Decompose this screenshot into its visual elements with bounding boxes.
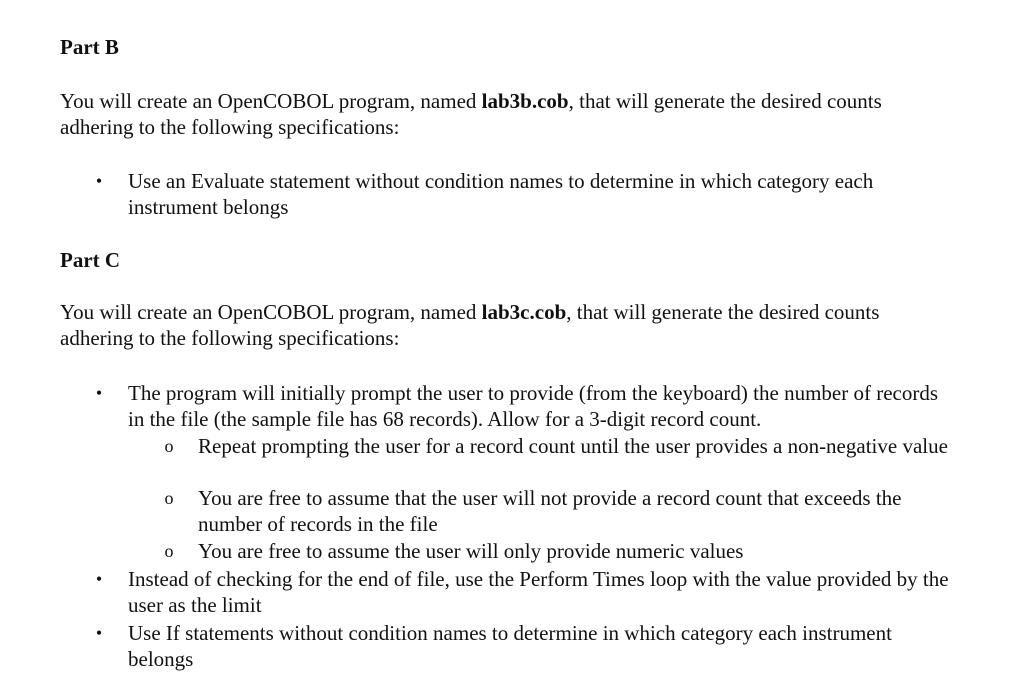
part-c-bullet-3-text: Use If statements without condition names to determine in which category each instrument belongs <box>128 621 892 671</box>
part-c-sub-bullet-1-text: Repeat prompting the user for a record count until the user provides a non-negative value <box>198 434 948 458</box>
part-b-intro-post: , that will generate the desired counts adhering to the following specifications: <box>60 89 882 139</box>
bullet-icon: • <box>95 383 103 403</box>
sub-bullet-icon: o <box>164 436 174 456</box>
part-c-sub-bullet-2-text: You are free to assume that the user will not provide a record count that exceeds the number of records in the file <box>198 486 902 536</box>
part-c-intro-pre: You will create an OpenCOBOL program, named <box>60 300 482 324</box>
part-b-intro-pre: You will create an OpenCOBOL program, named <box>60 89 482 113</box>
sub-bullet-icon: o <box>164 541 174 561</box>
part-b-intro <box>60 88 920 140</box>
part-c-sub-bullet-3-text: You are free to assume the user will only provide numeric values <box>198 539 744 563</box>
part-b-heading: Part B <box>60 35 119 59</box>
part-c-filename: lab3c.cob <box>481 300 567 324</box>
part-b-bullet-1-text: Use an Evaluate statement without condition names to determine in which category each instrument belongs <box>128 169 874 219</box>
part-c-intro <box>60 299 920 351</box>
part-c-heading: Part C <box>60 248 121 272</box>
part-c-bullet-1-text: The program will initially prompt the user to provide (from the keyboard) the number of records in the file (the sample file has 68 records). Allow for a 3-digit record count. <box>128 381 939 431</box>
bullet-icon: • <box>95 569 103 589</box>
sub-bullet-icon: o <box>164 488 174 508</box>
bullet-icon: • <box>95 171 103 191</box>
part-c-intro-post: , that will generate the desired counts adhering to the following specifications: <box>60 300 880 350</box>
part-b-filename: lab3b.cob <box>481 89 569 113</box>
part-c-bullet-2-text: Instead of checking for the end of file, use the Perform Times loop with the value provided by the user as the limit <box>128 567 949 617</box>
bullet-icon: • <box>95 623 103 643</box>
